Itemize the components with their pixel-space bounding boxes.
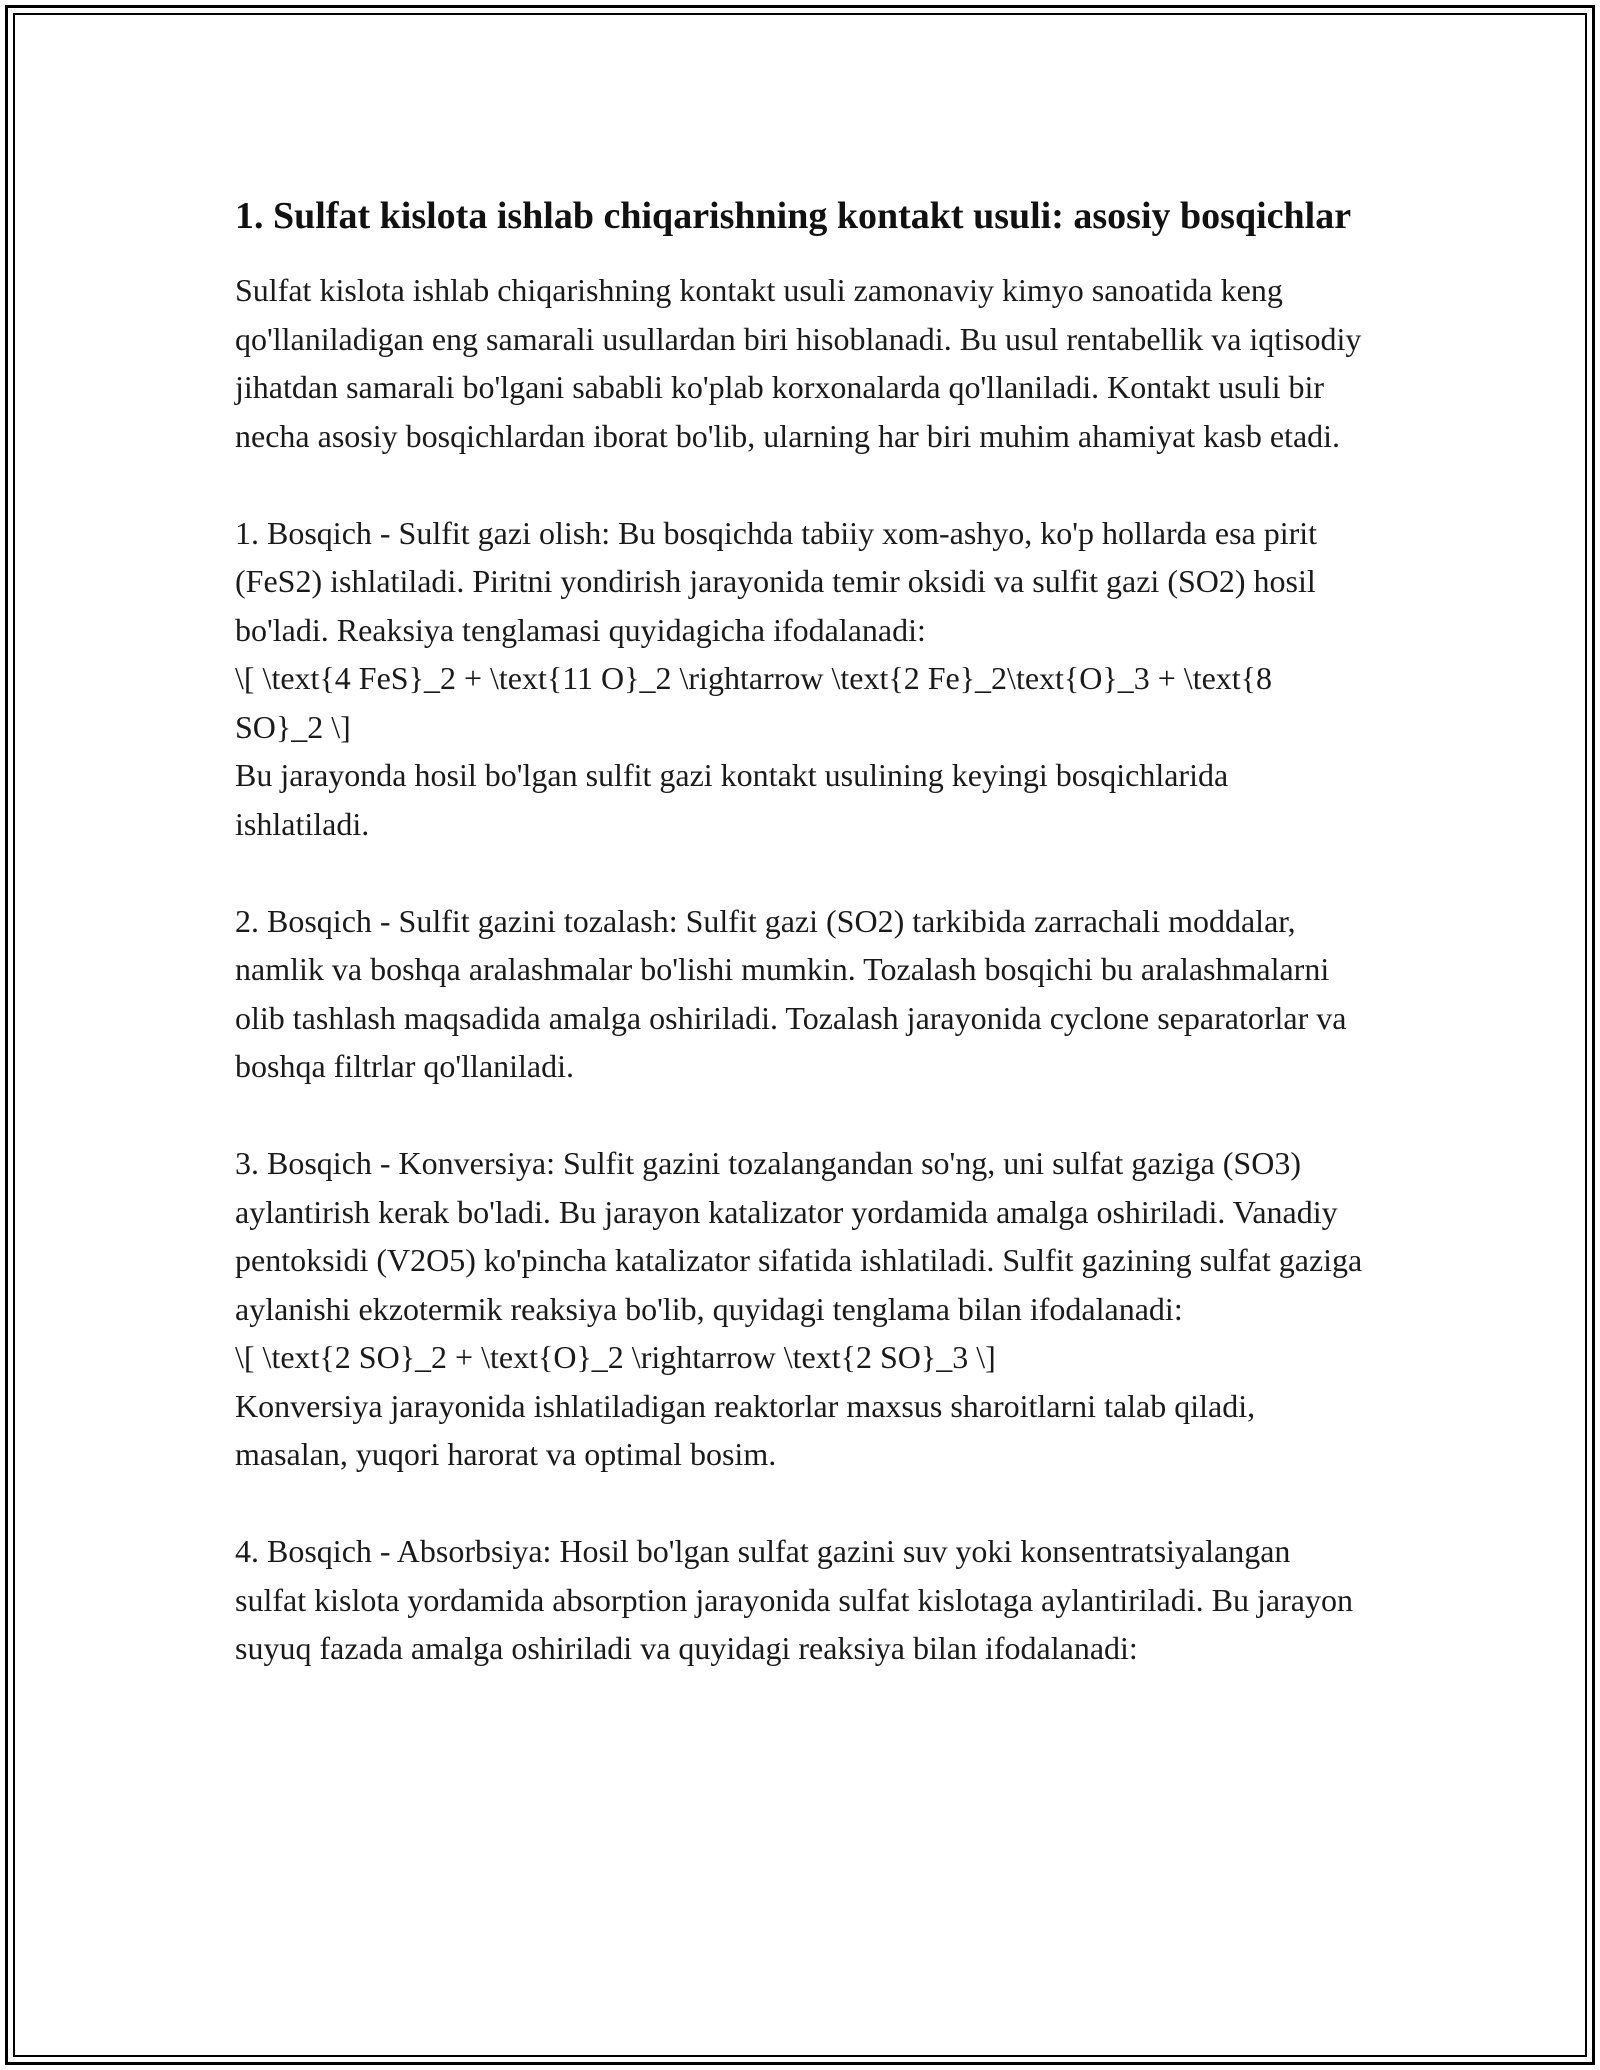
step1-after: Bu jarayonda hosil bo'lgan sulfit gazi kontakt usulining keyingi bosqichlarida ishlatiladi.: [235, 757, 1229, 842]
paragraph-gap: [235, 460, 1365, 509]
document-title: 1. Sulfat kislota ishlab chiqarishning kontakt usuli: asosiy bosqichlar: [235, 195, 1352, 237]
step3-equation: \[ \text{2 SO}_2 + \text{O}_2 \rightarrow \text{2 SO}_3 \]: [235, 1339, 996, 1375]
step1-paragraph: 1. Bosqich - Sulfit gazi olish: Bu bosqichda tabiiy xom-ashyo, ko'p hollarda esa pirit (FeS2) ishlatiladi. Piritni yondirish jarayonida temir oksidi va sulfit gazi (SO2) hosil bo'ladi. Reaksiya tenglamasi quyidagicha ifodalanadi:: [235, 514, 1318, 648]
step3-paragraph: 3. Bosqich - Konversiya: Sulfit gazini tozalangandan so'ng, uni sulfat gaziga (SO3) aylantirish kerak bo'ladi. Bu jarayon katalizator yordamida amalga oshiriladi. Vanadiy pentoksidi (V2O5) ko'pincha katalizator sifatida ishlatiladi. Sulfit gazining sulfat gaziga aylanishi ekzotermik reaksiya bo'lib, quyidagi tenglama bilan ifodalanadi:: [235, 1145, 1363, 1327]
step3-after: Konversiya jarayonida ishlatiladigan reaktorlar maxsus sharoitlarni talab qiladi, masalan, yuqori harorat va optimal bosim.: [235, 1387, 1256, 1472]
step1-equation: \[ \text{4 FeS}_2 + \text{11 O}_2 \rightarrow \text{2 Fe}_2\text{O}_3 + \text{8 SO}_2 \]: [235, 660, 1273, 745]
paragraph-gap: [235, 1479, 1365, 1528]
paragraph-gap: [235, 1091, 1365, 1140]
intro-paragraph: Sulfat kislota ishlab chiqarishning kontakt usuli zamonaviy kimyo sanoatida keng qo'llaniladigan eng samarali usullardan biri hisoblanadi. Bu usul rentabellik va iqtisodiy jihatdan samarali bo'lgani sababli ko'plab korxonalarda qo'llaniladi. Kontakt usuli bir necha asosiy bosqichlardan iborat bo'lib, ularning har biri muhim ahamiyat kasb etadi.: [235, 272, 1362, 454]
document-body: [235, 188, 1365, 1673]
paragraph-gap: [235, 848, 1365, 897]
step4-paragraph: 4. Bosqich - Absorbsiya: Hosil bo'lgan sulfat gazini suv yoki konsentratsiyalangan sulfat kislota yordamida absorption jarayonida sulfat kislotaga aylantiriladi. Bu jarayon suyuq fazada amalga oshiriladi va quyidagi reaksiya bilan ifodalanadi:: [235, 1533, 1353, 1666]
step2-paragraph: 2. Bosqich - Sulfit gazini tozalash: Sulfit gazi (SO2) tarkibida zarrachali moddalar, namlik va boshqa aralashmalar bo'lishi mumkin. Tozalash bosqichi bu aralashmalarni olib tashlash maqsadida amalga oshiriladi. Tozalash jarayonida cyclone separatorlar va boshqa filtrlar qo'llaniladi.: [235, 902, 1347, 1084]
